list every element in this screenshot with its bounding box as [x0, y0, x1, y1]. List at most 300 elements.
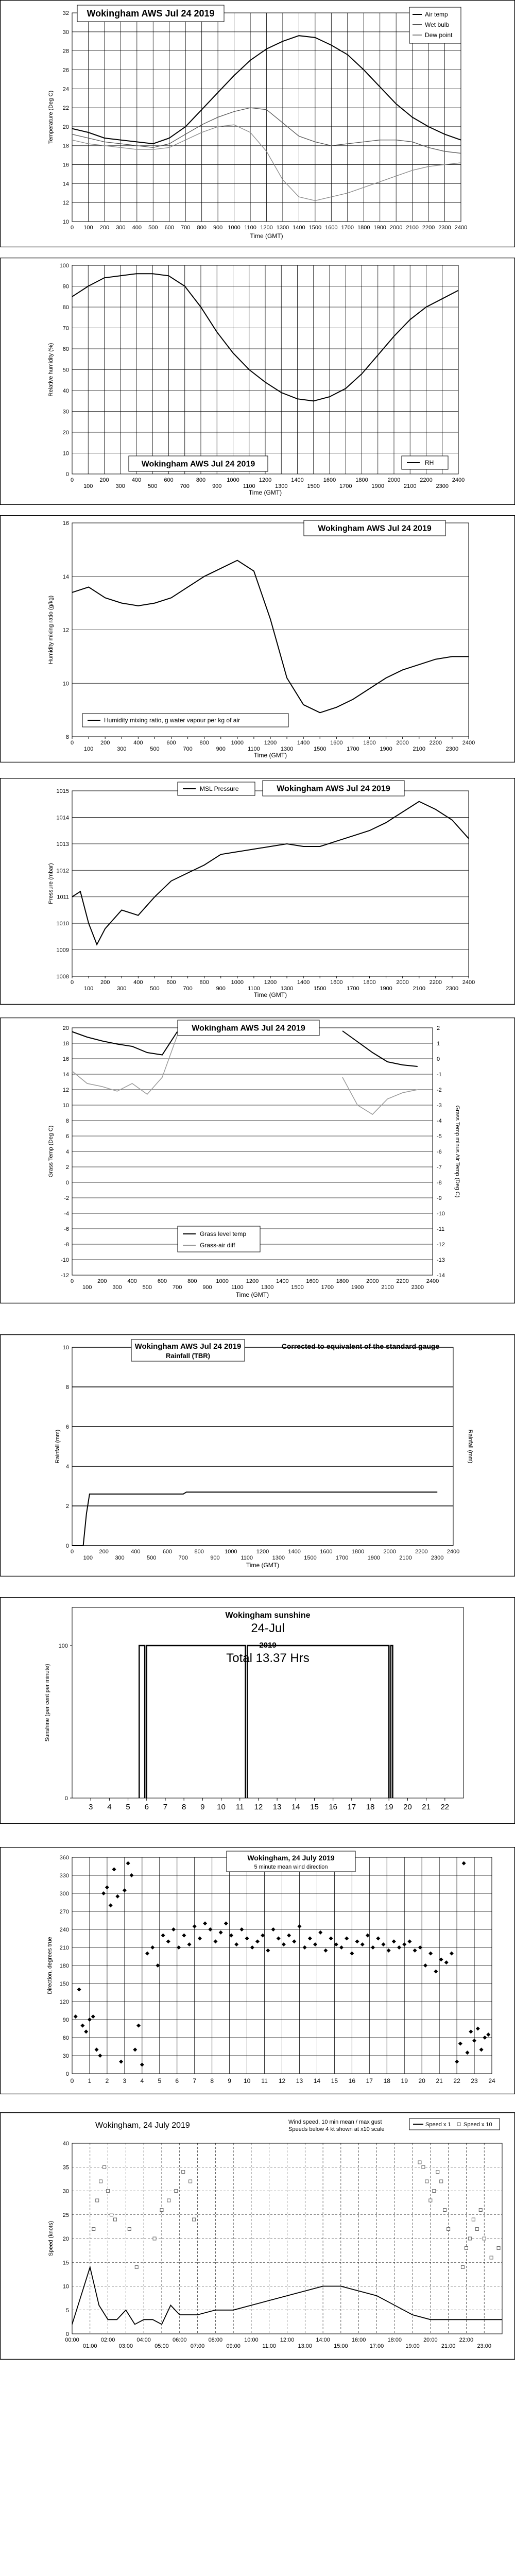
y-tick-label: 0: [64, 1795, 68, 1802]
pressure-chart: [0, 778, 515, 1005]
x-tick-label: 2400: [452, 477, 465, 483]
x-tick-label: 19: [401, 2077, 408, 2084]
x-tick-label: 1300: [276, 225, 289, 231]
speed-x10-point: [189, 2180, 192, 2183]
x-tick-label: 10: [243, 2077, 251, 2084]
x-tick-label: 300: [115, 1555, 125, 1561]
y-tick-label: 16: [62, 162, 69, 168]
pressure-chart-panel: [0, 778, 515, 1005]
x-tick-label: 16:00: [351, 2337, 366, 2343]
speed-x10-point: [479, 2209, 482, 2212]
x-tick-label: 12: [278, 2077, 286, 2084]
x-tick-label: 15:00: [334, 2343, 348, 2349]
y2-tick-label: 0: [437, 1056, 440, 1062]
x-tick-label: 2100: [406, 225, 419, 231]
y-axis-label: Direction, degrees true: [47, 1937, 53, 1994]
mixing-ratio-chart-panel: [0, 515, 515, 762]
y-tick-label: 18: [62, 1041, 69, 1047]
chart-subtitle: 5 minute mean wind direction: [254, 1864, 328, 1870]
plot-area: [72, 791, 469, 976]
y-tick-label: 330: [59, 1873, 69, 1879]
x-tick-label: 800: [197, 225, 207, 231]
x-tick-label: 1100: [244, 225, 256, 231]
y-tick-label: 40: [62, 388, 69, 394]
x-tick-label: 11: [261, 2077, 268, 2084]
x-tick-label: 1600: [323, 477, 336, 483]
x-tick-label: 1800: [351, 1549, 365, 1555]
chart-title: Wokingham AWS Jul 24 2019: [87, 8, 215, 19]
legend-label: Wet bulb: [425, 21, 450, 28]
speed-x10-point: [483, 2237, 486, 2240]
x-tick-label: 0: [70, 740, 74, 746]
x-tick-label: 2400: [447, 1549, 460, 1555]
x-tick-label: 7: [163, 1803, 168, 1811]
x-tick-label: 700: [181, 225, 191, 231]
speed-x10-point: [96, 2199, 99, 2202]
y-axis-label: Speed (knots): [48, 2221, 54, 2257]
y-tick-label: 0: [65, 2071, 69, 2077]
y-tick-label: 10: [62, 681, 69, 687]
x-tick-label: 7: [193, 2077, 197, 2084]
x-tick-label: 00:00: [65, 2337, 79, 2343]
y-tick-label: 14: [62, 573, 69, 580]
x-tick-label: 2300: [445, 986, 459, 992]
y-tick-label: 5: [65, 2307, 69, 2314]
x-tick-label: 1700: [347, 746, 359, 752]
x-tick-label: 09:00: [226, 2343, 241, 2349]
x-tick-label: 18: [366, 1803, 375, 1811]
x-tick-label: 1100: [248, 746, 260, 752]
x-tick-label: 2000: [396, 740, 409, 746]
chart-title: Wokingham AWS Jul 24 2019: [141, 460, 255, 469]
chart-title: Wokingham sunshine: [225, 1611, 311, 1620]
x-tick-label: 1300: [261, 1284, 274, 1291]
speed-x10-point: [128, 2228, 131, 2231]
x-tick-label: 800: [199, 740, 209, 746]
x-tick-label: 200: [99, 1549, 109, 1555]
x-tick-label: 1400: [291, 477, 304, 483]
x-tick-label: 600: [166, 979, 176, 986]
x-tick-label: 900: [216, 746, 226, 752]
x-tick-label: 1100: [241, 1555, 253, 1561]
y2-tick-label: -7: [437, 1164, 442, 1171]
x-tick-label: 14: [313, 2077, 321, 2084]
x-tick-label: 1000: [225, 1549, 237, 1555]
x-tick-label: 1500: [291, 1284, 304, 1291]
x-tick-label: 100: [83, 483, 93, 489]
x-tick-label: 12:00: [280, 2337, 295, 2343]
x-tick-label: 2400: [426, 1278, 439, 1284]
x-tick-label: 300: [117, 746, 127, 752]
x-tick-label: 2300: [436, 483, 449, 489]
y2-tick-label: -6: [437, 1149, 442, 1155]
x-tick-label: 700: [183, 746, 193, 752]
x-tick-label: 100: [83, 1555, 93, 1561]
chart-title: Wokingham, 24 July 2019: [95, 2121, 190, 2130]
x-tick-label: 1000: [231, 740, 244, 746]
x-tick-label: 900: [216, 986, 226, 992]
x-tick-label: 16: [329, 1803, 338, 1811]
x-tick-label: 1100: [243, 483, 255, 489]
x-tick-label: 11: [235, 1803, 244, 1811]
y-tick-label: 25: [62, 2212, 69, 2218]
y-tick-label: -2: [64, 1195, 69, 1201]
y-tick-label: 14: [62, 1072, 69, 1078]
x-tick-label: 1800: [336, 1278, 349, 1284]
plot-area: [72, 1607, 464, 1798]
plot-area: [72, 1347, 453, 1546]
y-tick-label: 8: [65, 1384, 69, 1391]
y-tick-label: -8: [64, 1242, 69, 1248]
y-tick-label: 210: [59, 1945, 69, 1951]
grass-temp-chart: [0, 1018, 515, 1303]
x-tick-label: 2100: [413, 746, 425, 752]
x-tick-label: 0: [70, 225, 74, 231]
x-tick-label: 800: [187, 1278, 197, 1284]
x-tick-label: 1300: [272, 1555, 285, 1561]
x-tick-label: 15: [310, 1803, 319, 1811]
x-tick-label: 04:00: [136, 2337, 151, 2343]
x-tick-label: 400: [133, 740, 143, 746]
speed-x10-point: [99, 2180, 102, 2183]
chart-year: 2019: [259, 1641, 277, 1650]
x-tick-label: 18:00: [387, 2337, 402, 2343]
y-tick-label: 22: [62, 105, 69, 112]
x-tick-label: 1400: [276, 1278, 289, 1284]
y-tick-label: 28: [62, 48, 69, 55]
x-tick-label: 2100: [413, 986, 425, 992]
y-tick-label: 1009: [56, 947, 69, 954]
x-tick-label: 2200: [396, 1278, 409, 1284]
speed-x10-point: [497, 2247, 500, 2250]
x-tick-label: 1900: [380, 746, 392, 752]
x-tick-label: 5: [126, 1803, 130, 1811]
x-tick-label: 1200: [260, 225, 273, 231]
x-tick-label: 20: [418, 2077, 425, 2084]
y-tick-label: 20: [62, 1025, 69, 1031]
legend-label: Speed x 1: [425, 2122, 451, 2128]
x-tick-label: 1500: [314, 986, 327, 992]
y-tick-label: 20: [62, 124, 69, 130]
x-tick-label: 17: [347, 1803, 356, 1811]
legend-label: RH: [425, 459, 434, 466]
speed-x10-point: [429, 2199, 432, 2202]
x-tick-label: 1200: [264, 740, 277, 746]
x-tick-label: 400: [132, 225, 142, 231]
rainfall-chart-panel: [0, 1334, 515, 1577]
x-tick-label: 2100: [399, 1555, 412, 1561]
legend-swatch: [457, 2123, 460, 2126]
x-tick-label: 1800: [357, 225, 370, 231]
x-tick-label: 2300: [431, 1555, 444, 1561]
humidity-chart-panel: [0, 258, 515, 505]
x-tick-label: 1500: [308, 225, 322, 231]
y-tick-label: 6: [65, 1133, 69, 1140]
x-tick-label: 1500: [314, 746, 327, 752]
chart-subtitle: Rainfall (TBR): [166, 1352, 210, 1360]
x-tick-label: 3: [123, 2077, 127, 2084]
x-tick-label: 1500: [307, 483, 320, 489]
x-axis-label: Time (GMT): [248, 489, 282, 496]
y-tick-label: 40: [62, 2141, 69, 2147]
x-tick-label: 23: [471, 2077, 478, 2084]
x-tick-label: 21: [436, 2077, 443, 2084]
x-tick-label: 4: [140, 2077, 144, 2084]
chart-total: Total 13.37 Hrs: [226, 1651, 310, 1665]
y2-tick-label: -11: [437, 1226, 445, 1232]
y-tick-label: 10: [62, 450, 69, 457]
x-tick-label: 1400: [297, 979, 310, 986]
y-tick-label: 70: [62, 325, 69, 332]
y2-tick-label: -5: [437, 1133, 442, 1140]
y-tick-label: 4: [65, 1464, 69, 1470]
x-tick-label: 200: [97, 1278, 107, 1284]
x-tick-label: 1100: [248, 986, 260, 992]
speed-x10-point: [135, 2266, 138, 2269]
x-tick-label: 0: [70, 1549, 74, 1555]
x-tick-label: 1900: [371, 483, 384, 489]
speed-x10-point: [182, 2171, 185, 2174]
x-tick-label: 13: [296, 2077, 303, 2084]
y-tick-label: 1011: [57, 894, 69, 901]
y-tick-label: 10: [62, 2283, 69, 2290]
y-tick-label: 30: [62, 2053, 69, 2059]
y-tick-label: 0: [65, 1180, 69, 1186]
x-tick-label: 1400: [293, 225, 305, 231]
x-tick-label: 02:00: [100, 2337, 115, 2343]
x-tick-label: 100: [82, 1284, 92, 1291]
x-tick-label: 300: [117, 986, 127, 992]
legend-label: Air temp: [425, 11, 448, 18]
x-tick-label: 5: [158, 2077, 162, 2084]
y-tick-label: 100: [58, 1643, 68, 1649]
y-tick-label: -12: [61, 1273, 69, 1279]
x-tick-label: 2000: [383, 1549, 396, 1555]
x-tick-label: 14: [291, 1803, 300, 1811]
y2-tick-label: -12: [437, 1242, 445, 1248]
x-tick-label: 1900: [373, 225, 386, 231]
x-tick-label: 8: [210, 2077, 214, 2084]
x-tick-label: 1200: [246, 1278, 259, 1284]
x-tick-label: 400: [131, 1549, 141, 1555]
x-tick-label: 800: [194, 1549, 204, 1555]
x-tick-label: 07:00: [190, 2343, 205, 2349]
y-axis-label: Humidity mixing ratio (g/kg): [48, 595, 54, 665]
x-tick-label: 100: [83, 746, 94, 752]
x-tick-label: 1000: [216, 1278, 229, 1284]
x-tick-label: 300: [112, 1284, 122, 1291]
x-tick-label: 2200: [429, 740, 442, 746]
x-tick-label: 1700: [321, 1284, 334, 1291]
x-tick-label: 2000: [387, 477, 401, 483]
x-tick-label: 1300: [280, 986, 294, 992]
x-axis-label: Time (GMT): [253, 991, 287, 998]
y-tick-label: 0: [65, 471, 69, 478]
humidity-chart: [0, 258, 515, 505]
y-tick-label: 12: [62, 1087, 69, 1093]
x-tick-label: 0: [70, 477, 74, 483]
y-tick-label: 32: [62, 10, 69, 16]
x-tick-label: 1600: [306, 1278, 319, 1284]
y-tick-label: 26: [62, 67, 69, 74]
y-tick-label: 20: [62, 2236, 69, 2242]
x-tick-label: 500: [150, 746, 160, 752]
x-tick-label: 100: [83, 986, 94, 992]
x-tick-label: 2: [105, 2077, 109, 2084]
speed-x10-point: [153, 2237, 156, 2240]
x-tick-label: 1: [88, 2077, 92, 2084]
x-tick-label: 700: [180, 483, 190, 489]
x-tick-label: 700: [183, 986, 193, 992]
x-tick-label: 14:00: [316, 2337, 330, 2343]
x-tick-label: 200: [100, 979, 110, 986]
x-tick-label: 6: [175, 2077, 179, 2084]
y2-axis-label: Rainfall (mm): [467, 1429, 473, 1464]
x-tick-label: 700: [172, 1284, 182, 1291]
speed-x10-point: [440, 2180, 443, 2183]
x-tick-label: 2100: [404, 483, 417, 489]
x-tick-label: 06:00: [172, 2337, 187, 2343]
x-tick-label: 200: [99, 477, 109, 483]
y-tick-label: 8: [65, 734, 69, 740]
y-tick-label: 8: [65, 1118, 69, 1124]
x-tick-label: 01:00: [83, 2343, 97, 2349]
speed-x10-point: [175, 2190, 178, 2193]
x-tick-label: 9: [200, 1803, 205, 1811]
temperature-chart-panel: [0, 0, 515, 247]
x-tick-label: 500: [150, 986, 160, 992]
x-tick-label: 1000: [227, 477, 239, 483]
y2-tick-label: -9: [437, 1195, 442, 1201]
chart-subtitle: Wind speed, 10 min mean / max gust: [288, 2119, 382, 2125]
x-tick-label: 2200: [420, 477, 433, 483]
x-axis-label: Time (GMT): [250, 232, 283, 240]
x-tick-label: 1000: [231, 979, 244, 986]
x-tick-label: 1800: [363, 740, 376, 746]
speed-x10-point: [425, 2180, 428, 2183]
x-tick-label: 400: [131, 477, 142, 483]
x-tick-label: 18: [383, 2077, 390, 2084]
y-tick-label: 10: [62, 1345, 69, 1351]
chart-title: Wokingham AWS Jul 24 2019: [277, 784, 390, 793]
speed-x10-point: [433, 2190, 436, 2193]
speed-x10-point: [110, 2213, 113, 2216]
x-tick-label: 1700: [341, 225, 354, 231]
speed-x10-point: [160, 2209, 163, 2212]
x-tick-label: 600: [162, 1549, 173, 1555]
y2-tick-label: 1: [437, 1041, 440, 1047]
x-tick-label: 0: [70, 1278, 74, 1284]
y-tick-label: 18: [62, 143, 69, 149]
x-tick-label: 21:00: [441, 2343, 456, 2349]
x-tick-label: 4: [107, 1803, 112, 1811]
y2-tick-label: -2: [437, 1087, 442, 1093]
x-tick-label: 22: [440, 1803, 450, 1811]
x-tick-label: 800: [199, 979, 209, 986]
speed-x10-point: [107, 2190, 110, 2193]
x-tick-label: 16: [348, 2077, 356, 2084]
speed-x10-point: [92, 2228, 95, 2231]
y-tick-label: 10: [62, 1103, 69, 1109]
y-tick-label: 0: [65, 1543, 69, 1549]
y-tick-label: 24: [62, 86, 69, 93]
x-tick-label: 2400: [454, 225, 468, 231]
y2-axis-label: Grass Temp minus Air Temp (Deg C): [454, 1105, 460, 1198]
y2-tick-label: -1: [437, 1072, 442, 1078]
chart-note: Speeds below 4 kt shown at x10 scale: [288, 2126, 385, 2132]
y-tick-label: 300: [59, 1891, 69, 1897]
y-tick-label: -4: [64, 1211, 69, 1217]
y2-tick-label: 2: [437, 1025, 440, 1031]
speed-x10-point: [465, 2247, 468, 2250]
x-tick-label: 1400: [288, 1549, 301, 1555]
x-tick-label: 1400: [297, 740, 310, 746]
x-tick-label: 1900: [351, 1284, 364, 1291]
x-tick-label: 19:00: [405, 2343, 420, 2349]
y-tick-label: 4: [65, 1149, 69, 1155]
legend-label: Speed x 10: [464, 2122, 492, 2128]
x-tick-label: 17:00: [369, 2343, 384, 2349]
y-tick-label: 180: [59, 1963, 69, 1969]
y-tick-label: 30: [62, 409, 69, 415]
speed-x10-point: [447, 2228, 450, 2231]
chart-title: Wokingham AWS Jul 24 2019: [192, 1024, 305, 1033]
x-tick-label: 2000: [366, 1278, 379, 1284]
x-tick-label: 1900: [367, 1555, 381, 1561]
y-tick-label: 1010: [56, 921, 69, 927]
x-tick-label: 1700: [339, 483, 352, 489]
speed-x10-point: [436, 2171, 439, 2174]
x-tick-label: 24: [488, 2077, 495, 2084]
x-tick-label: 1200: [264, 979, 277, 986]
y-axis-label: Relative humidity (%): [48, 343, 54, 397]
speed-x10-point: [468, 2237, 471, 2240]
x-axis-label: Time (GMT): [253, 752, 287, 759]
x-tick-label: 1600: [330, 740, 343, 746]
speed-x10-point: [114, 2218, 117, 2221]
x-tick-label: 1000: [228, 225, 241, 231]
x-tick-label: 1800: [355, 477, 368, 483]
y-tick-label: -10: [61, 1257, 69, 1263]
x-tick-label: 2000: [389, 225, 403, 231]
speed-x10-point: [418, 2161, 421, 2164]
x-tick-label: 1300: [280, 746, 294, 752]
x-tick-label: 2200: [429, 979, 442, 986]
y-tick-label: 12: [62, 200, 69, 207]
y-tick-label: 35: [62, 2164, 69, 2171]
x-tick-label: 1700: [335, 1555, 349, 1561]
speed-x10-point: [443, 2209, 447, 2212]
x-tick-label: 13:00: [298, 2343, 313, 2349]
y2-tick-label: -13: [437, 1257, 445, 1263]
chart-note: Corrected to equivalent of the standard gauge: [281, 1342, 440, 1350]
y-tick-label: 16: [62, 520, 69, 527]
x-tick-label: 600: [157, 1278, 167, 1284]
legend-label: Humidity mixing ratio, g water vapour per kg of air: [104, 717, 241, 724]
wind-speed-chart: [0, 2112, 515, 2360]
y-tick-label: 90: [62, 283, 69, 290]
x-tick-label: 17: [366, 2077, 373, 2084]
y-tick-label: 30: [62, 29, 69, 36]
x-tick-label: 2200: [422, 225, 435, 231]
x-tick-label: 22: [453, 2077, 460, 2084]
y-tick-label: 1015: [56, 788, 69, 794]
x-tick-label: 200: [100, 740, 110, 746]
speed-x10-point: [193, 2218, 196, 2221]
x-tick-label: 6: [144, 1803, 149, 1811]
x-tick-label: 2300: [438, 225, 451, 231]
x-axis-label: Time (GMT): [235, 1291, 269, 1298]
